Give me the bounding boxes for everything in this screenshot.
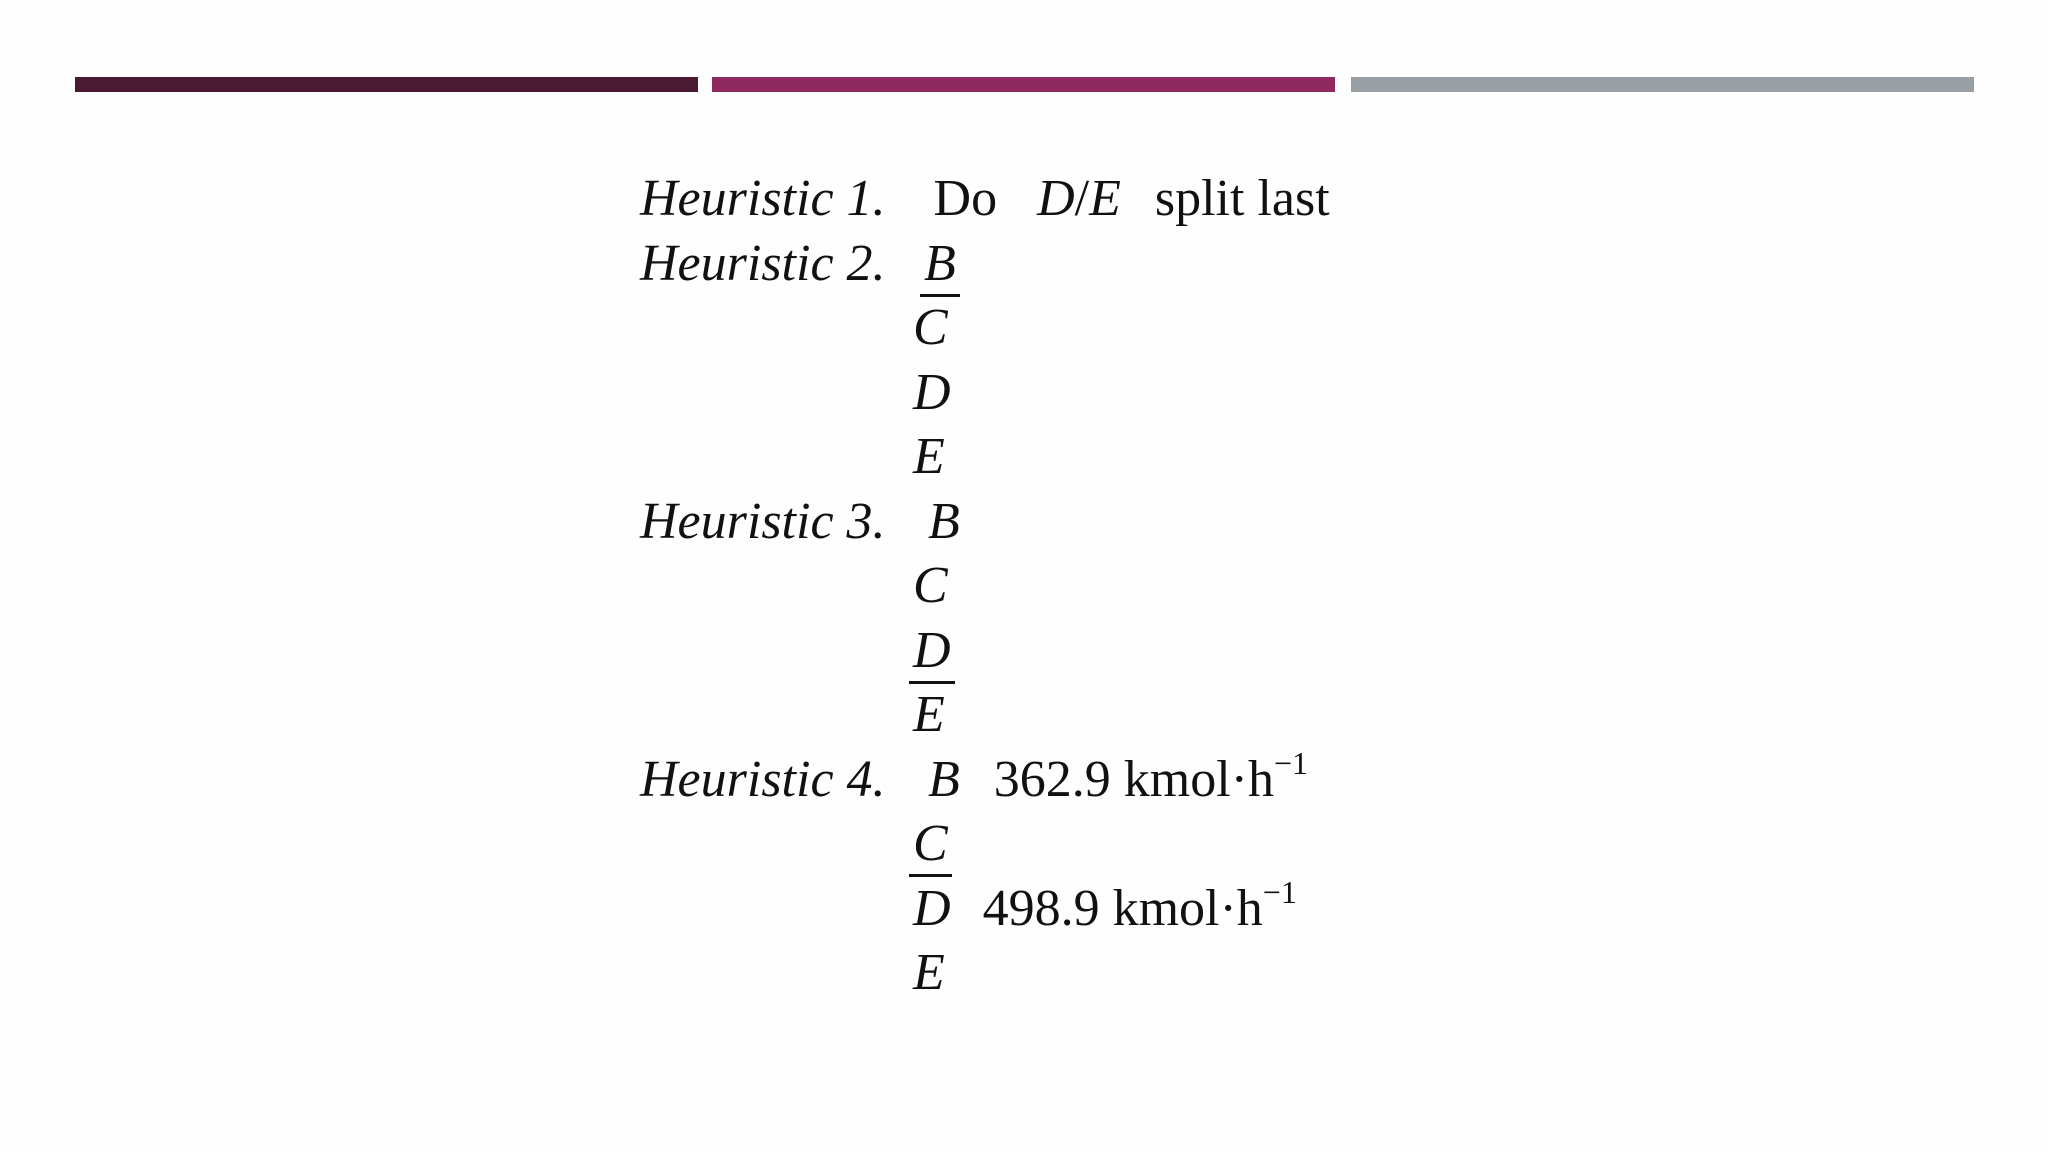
heuristic-3-label: Heuristic 3.: [640, 493, 886, 550]
heuristic-1-var-d: D: [1037, 170, 1075, 227]
heuristic-1-do: Do: [933, 170, 998, 227]
heuristic-4-flow-b: 362.9 kmol·h: [993, 751, 1274, 808]
heuristic-1-row: [640, 170, 1330, 227]
heuristic-4-item-c: [909, 815, 952, 872]
heuristic-2-item-c: C: [913, 299, 948, 356]
heuristic-4-item-c-text: C: [909, 815, 952, 877]
heuristic-4-label: Heuristic 4.: [640, 751, 886, 808]
heuristic-4-item-e: E: [913, 944, 945, 1001]
heuristic-4-flow-d: 498.9 kmol·h: [982, 880, 1263, 937]
heuristic-3-item-c: C: [913, 557, 948, 614]
heuristic-1-label: Heuristic 1.: [640, 170, 886, 227]
heuristic-1-slash: /: [1074, 170, 1090, 227]
heuristic-2-label: Heuristic 2.: [640, 235, 886, 292]
heuristic-1-rest: split last: [1154, 170, 1330, 227]
heuristic-2-item-b-text: B: [920, 235, 960, 297]
heuristic-2-label-row: [640, 235, 886, 292]
heuristic-4-label-row: [640, 751, 886, 808]
heuristic-1-var-e: E: [1089, 170, 1121, 227]
heuristic-4-item-b-row: [928, 745, 1309, 808]
heuristic-4-flow-b-exponent: −1: [1273, 745, 1309, 781]
heuristic-2-item-d: D: [913, 364, 951, 421]
heuristic-3-item-b: B: [928, 493, 960, 550]
heuristic-4-item-d-row: [913, 874, 1297, 937]
heuristic-2-item-e: E: [913, 428, 945, 485]
heuristic-2-item-b: [920, 235, 960, 292]
heuristic-3-item-d: [909, 622, 955, 679]
heuristic-3-item-d-text: D: [909, 622, 955, 684]
heuristic-4-flow-d-exponent: −1: [1262, 874, 1297, 910]
heuristic-4-item-b: B: [928, 751, 960, 808]
heuristic-3-label-row: [640, 493, 886, 550]
heuristic-4-item-d: D: [913, 880, 951, 937]
heuristic-3-item-e: E: [913, 686, 945, 743]
